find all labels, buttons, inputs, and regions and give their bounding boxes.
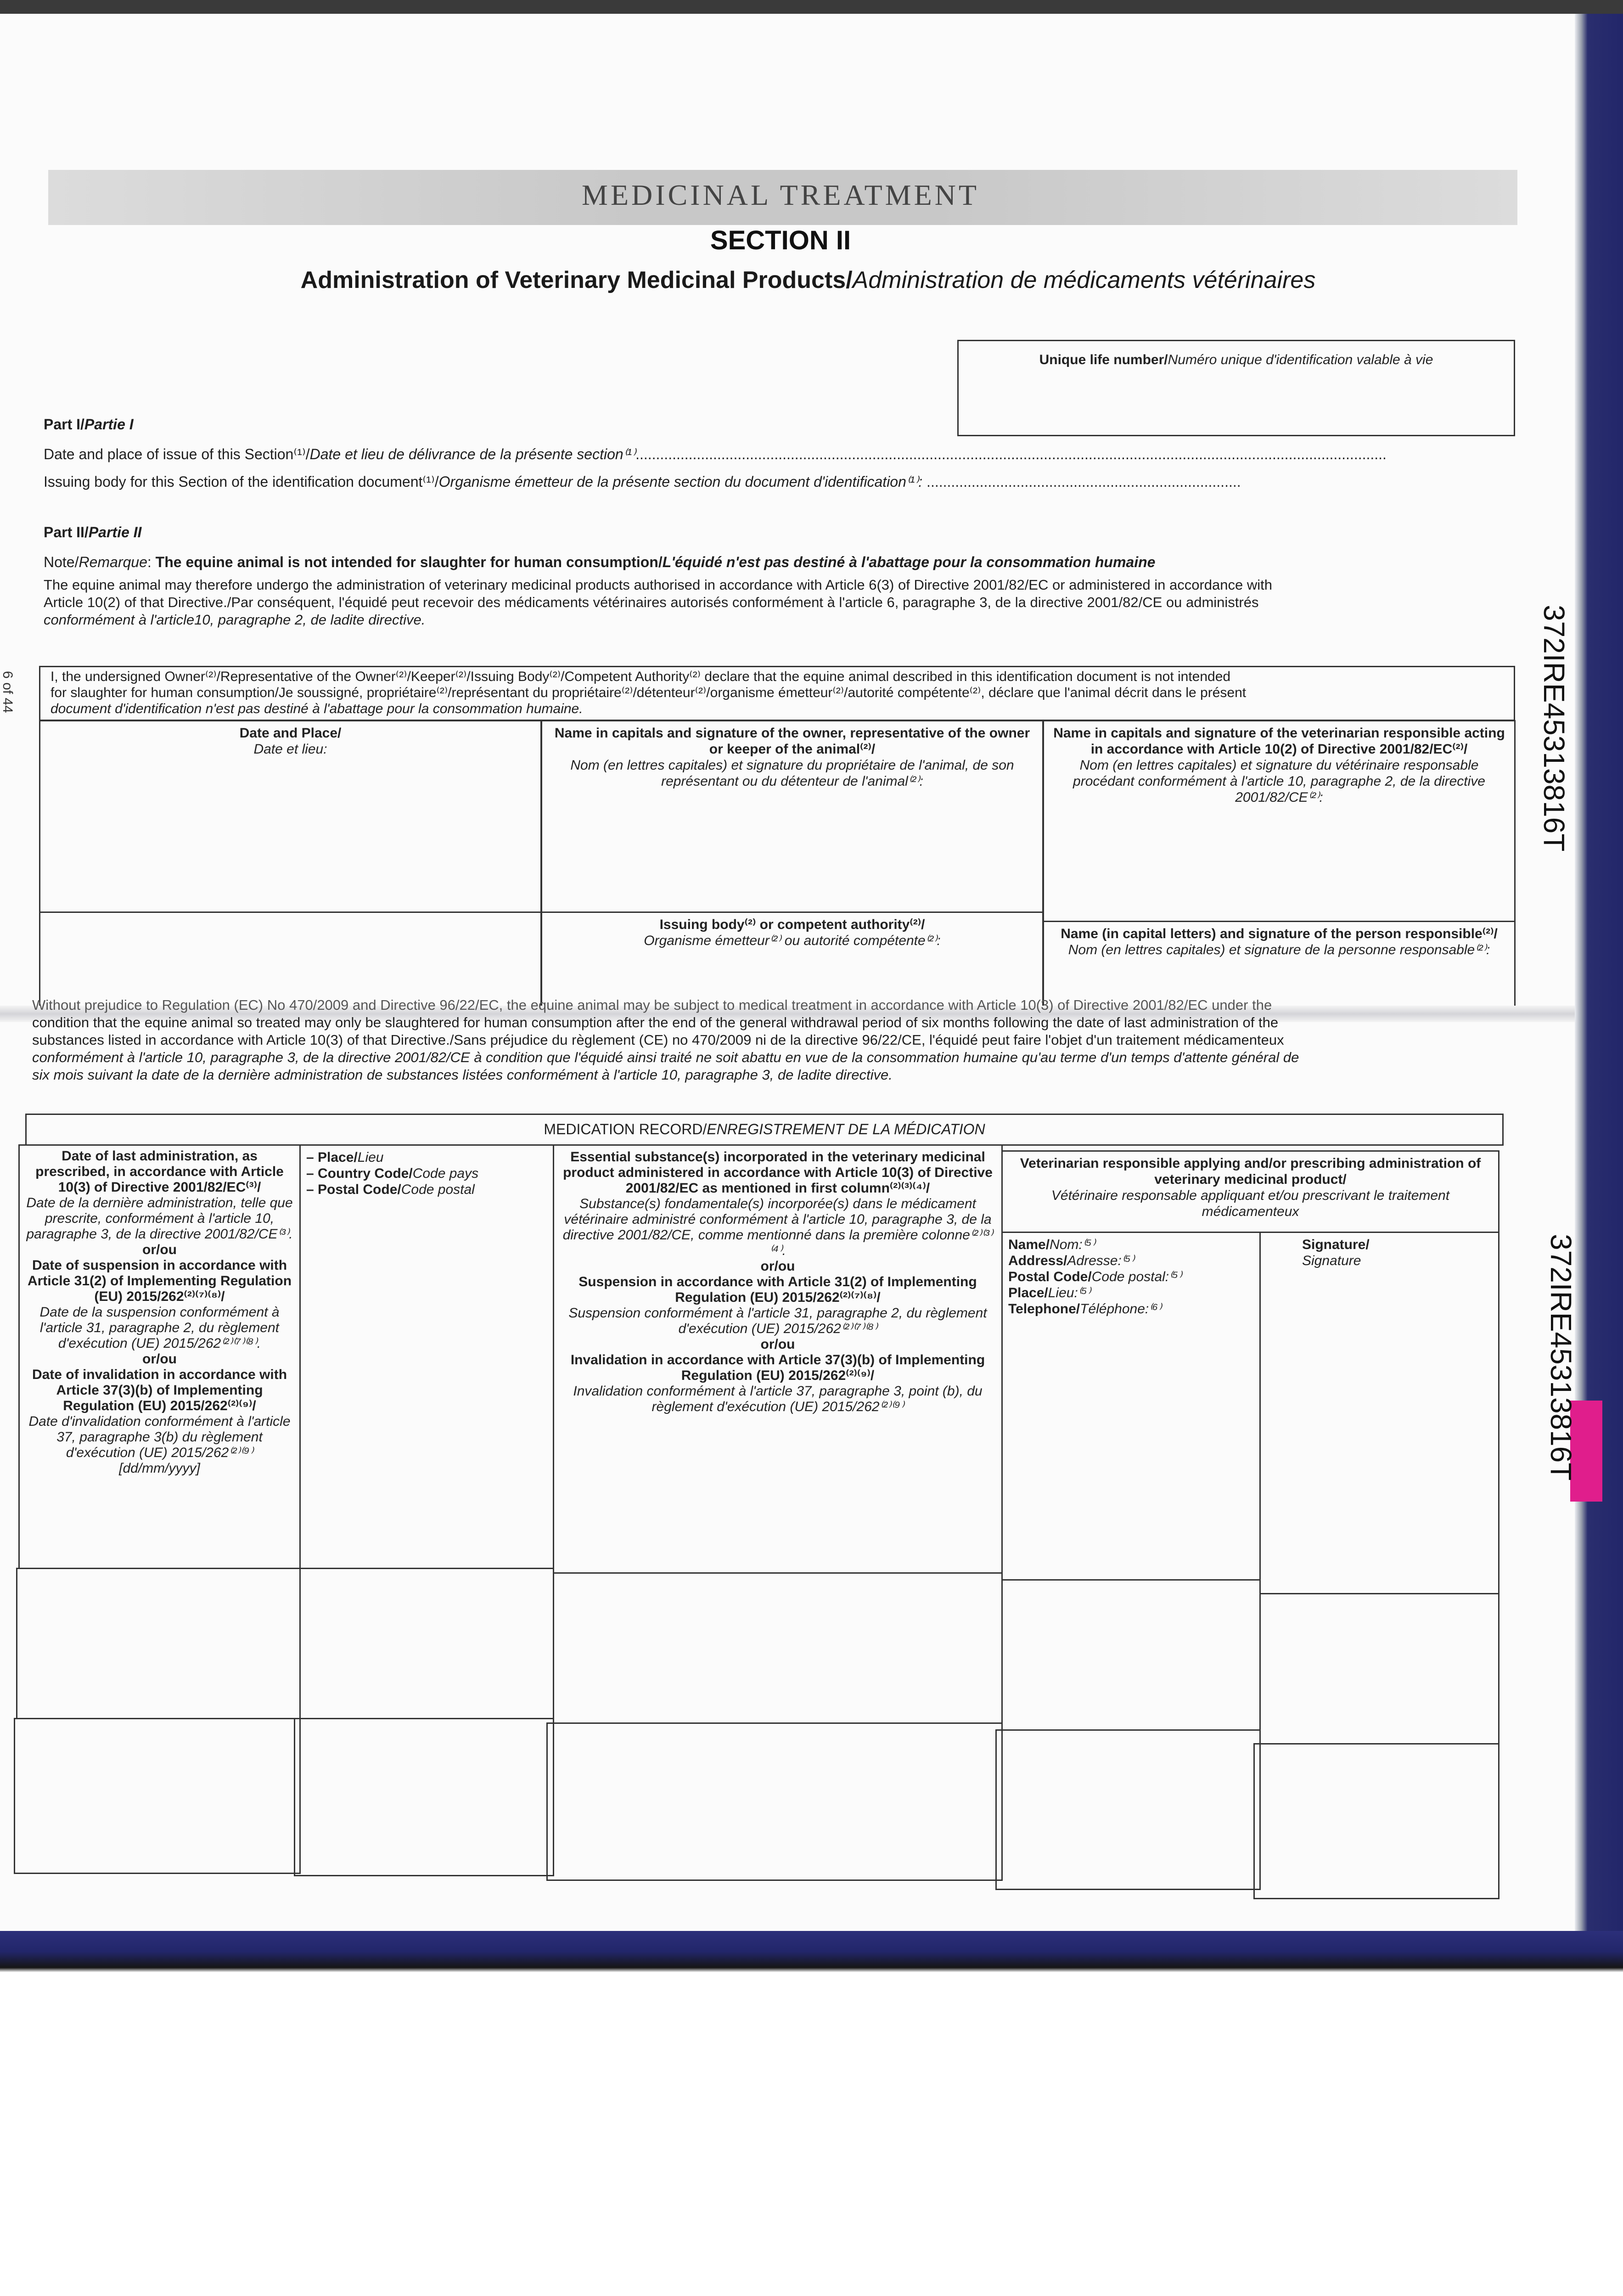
medication-row2-substance[interactable]	[546, 1722, 1003, 1881]
side-identifier-lower: 372IRE453138​16T	[1544, 1234, 1578, 1481]
declaration-row2-blank-cell[interactable]	[39, 912, 542, 1008]
band-title: MEDICINAL TREATMENT	[582, 179, 979, 211]
medication-row1-substance[interactable]	[553, 1572, 1003, 1724]
scan-top-edge	[0, 0, 1623, 14]
medication-row2-vet[interactable]	[995, 1729, 1261, 1890]
declaration-line1: I, the undersigned Owner⁽²⁾/Representative of the Owner⁽²⁾/Keeper⁽²⁾/Issuing Body⁽²⁾/Competent Authority⁽²⁾ declare that the equine animal described in this identification document is not intended	[51, 669, 1231, 684]
declaration-issuing-body-cell[interactable]: Issuing body⁽²⁾ or competent authority⁽²⁾/ Organisme émetteur⁽²⁾ ou autorité compétente⁽²⁾:	[541, 912, 1044, 1008]
part1-issuing-body: Issuing body for this Section of the identification document⁽¹⁾/Organisme émetteur de la présente section du document d'identification⁽¹⁾: .............................................................................	[44, 473, 1241, 490]
declaration-line2: for slaughter for human consumption/Je soussigné, propriétaire⁽²⁾/représentant du propriétaire⁽²⁾/détenteur⁽²⁾/organisme émetteur⁽²⁾/autorité compétente⁽²⁾, déclare que l'animal décrit dans le présent	[51, 685, 1247, 700]
scan-bottom-edge	[0, 1931, 1623, 1972]
medication-row2-date[interactable]	[14, 1718, 301, 1874]
medication-record-title: MEDICATION RECORD/ENREGISTREMENT DE LA MÉDICATION	[544, 1121, 985, 1137]
medication-row1-date[interactable]	[16, 1568, 301, 1719]
medication-vet-column-header: Veterinarian responsible applying and/or prescribing administration of veterinary medicinal product/ Vétérinaire responsable appliquant et/ou prescrivant le traitement médicamenteux	[1001, 1150, 1499, 1233]
medication-substance-column-header: Essential substance(s) incorporated in the veterinary medicinal product administered in accordance with Article 10(3) of Directive 2001/82/EC as mentioned in first column⁽²⁾⁽³⁾⁽⁴⁾/ Substance(s) fondamentale(s) incorporée(s) dans le médicament vétérinaire administré conformément à l'article 10, paragraphe 3, de la directive 2001/82/CE, comme mentionné dans la première colonne⁽²⁾⁽³⁾⁽⁴⁾. or/ou Suspension in accordance with Article 31(2) of Implementing Regulation (EU) 2015/262⁽²⁾⁽⁷⁾⁽⁸⁾/ Suspension conformément à l'article 31, paragraphe 2, du règlement d'exécution (UE) 2015/262⁽²⁾⁽⁷⁾⁽⁸⁾ or/ou Invalidation in accordance with Article 37(3)(b) of Implementing Regulation (EU) 2015/262⁽²⁾⁽⁹⁾/ Invalidation conformément à l'article 37, paragraphe 3, point (b), du règlement d'exécution (UE) 2015/262⁽²⁾⁽⁹⁾	[553, 1144, 1003, 1574]
part3-line2: substances listed in accordance with Article 10(3) of that Directive./Sans préjudice du règlement (CE) no 470/2009 ni de la directive 96/22/CE, l'équidé peut faire l'objet d'un traitement médicamenteux	[32, 1032, 1284, 1048]
medication-row2-signature[interactable]	[1253, 1743, 1499, 1899]
medication-place-column-header: – Place/Lieu – Country Code/Code pays – Postal Code/Code postal	[299, 1144, 554, 1569]
page-number: 6 of 44	[0, 671, 15, 713]
medication-row1-place[interactable]	[299, 1568, 554, 1719]
scan-binder-edge	[1575, 14, 1623, 1940]
declaration-line3: document d'identification n'est pas destiné à l'abattage pour la consommation humaine.	[51, 701, 583, 716]
part2-para-line3: conformément à l'article10, paragraphe 2, de ladite directive.	[44, 612, 426, 628]
medication-row2-place[interactable]	[294, 1718, 554, 1876]
subtitle: Administration of Veterinary Medicinal Products/Administration de médicaments vétérinaires	[300, 267, 1316, 293]
medication-row1-signature[interactable]	[1259, 1593, 1499, 1745]
section-title: SECTION II	[710, 225, 851, 255]
part3-line3: conformément à l'article 10, paragraphe 3, de la directive 2001/82/CE à condition que l'équidé ainsi traité ne soit abattu en vue de la consommation humaine qu'au terme d'un temps d'attente général de	[32, 1049, 1299, 1065]
side-identifier-upper: 372IRE453138​16T	[1538, 605, 1571, 852]
declaration-date-place-cell[interactable]: Date and Place/ Date et lieu:	[39, 720, 542, 913]
part2-heading: Part II/Partie II	[44, 524, 142, 540]
declaration-vet-signature-cell[interactable]: Name in capitals and signature of the veterinarian responsible acting in accordance with Article 10(2) of Directive 2001/82/EC⁽²⁾/ Nom (en lettres capitales) et signature du vétérinaire responsable procédant conformément à l'article 10, paragraphe 2, de la directive 2001/82/CE⁽²⁾:	[1043, 720, 1516, 922]
part3-line0: Without prejudice to Regulation (EC) No 470/2009 and Directive 96/22/EC, the equine animal may be subject to medical treatment in accordance with Article 10(3) of Directive 2001/82/EC under the	[32, 997, 1272, 1013]
unique-life-number-box[interactable]: Unique life number/Numéro unique d'identification valable à vie	[957, 340, 1515, 436]
declaration-owner-signature-cell[interactable]: Name in capitals and signature of the owner, representative of the owner or keeper of the animal⁽²⁾/ Nom (en lettres capitales) et signature du propriétaire de l'animal, de son représentant ou du détenteur de l'animal⁽²⁾:	[541, 720, 1044, 913]
part3-line1: condition that the equine animal so treated may only be slaughtered for human consumption after the end of the general withdrawal period of six months following the date of last administration of the	[32, 1014, 1279, 1030]
part2-para-line1: The equine animal may therefore undergo the administration of veterinary medicinal products authorised in accordance with Article 6(3) of Directive 2001/82/EC or administered in accordance with	[44, 577, 1273, 593]
part2-para-line2: Article 10(2) of that Directive./Par conséquent, l'équidé peut recevoir des médicaments vétérinaires autorisés conformément à l'article 6, paragraphe 3, de la directive 2001/82/CE ou administrés	[44, 594, 1259, 610]
medication-vet-signature-cell[interactable]: Signature/ Signature	[1259, 1232, 1499, 1594]
part1-date-place: Date and place of issue of this Section⁽¹⁾/Date et lieu de délivrance de la présente section⁽¹⁾........................................................................................................................................................................................	[44, 446, 1387, 462]
declaration-responsible-person-cell[interactable]: Name (in capital letters) and signature of the person responsible⁽²⁾/ Nom (en lettres capitales) et signature de la personne responsable⁽²⁾:	[1043, 921, 1516, 1017]
medication-row1-vet[interactable]	[1001, 1579, 1261, 1731]
part2-note: Note/Remarque: The equine animal is not intended for slaughter for human consumption/L'équidé n'est pas destiné à l'abattage pour la consommation humaine	[44, 554, 1156, 570]
part3-line4: six mois suivant la date de la dernière administration de substances listées conformément à l'article 10, paragraphe 3, de ladite directive.	[32, 1067, 893, 1083]
medication-date-column-header: Date of last administration, as prescribed, in accordance with Article 10(3) of Directive 2001/82/EC⁽³⁾/ Date de la dernière administration, telle que prescrite, conformément à l'article 10, paragraphe 3, de la directive 2001/82/CE⁽³⁾. or/ou Date of suspension in accordance with Article 31(2) of Implementing Regulation (EU) 2015/262⁽²⁾⁽⁷⁾⁽⁸⁾/ Date de la suspension conformément à l'article 31, paragraphe 2, du règlement d'exécution (UE) 2015/262⁽²⁾⁽⁷⁾⁽⁸⁾. or/ou Date of invalidation in accordance with Article 37(3)(b) of Implementing Regulation (EU) 2015/262⁽²⁾⁽⁹⁾/ Date d'invalidation conformément à l'article 37, paragraphe 3(b) du règlement d'exécution (UE) 2015/262⁽²⁾⁽⁹⁾ [dd/mm/yyyy]	[18, 1144, 301, 1569]
part1-heading: Part I/Partie I	[44, 416, 134, 433]
medication-vet-details-cell: Name/Nom:⁽⁵⁾ Address/Adresse:⁽⁵⁾ Postal Code/Code postal:⁽⁵⁾ Place/Lieu:⁽⁵⁾ Telephone/Téléphone:⁽⁶⁾	[1001, 1232, 1261, 1581]
